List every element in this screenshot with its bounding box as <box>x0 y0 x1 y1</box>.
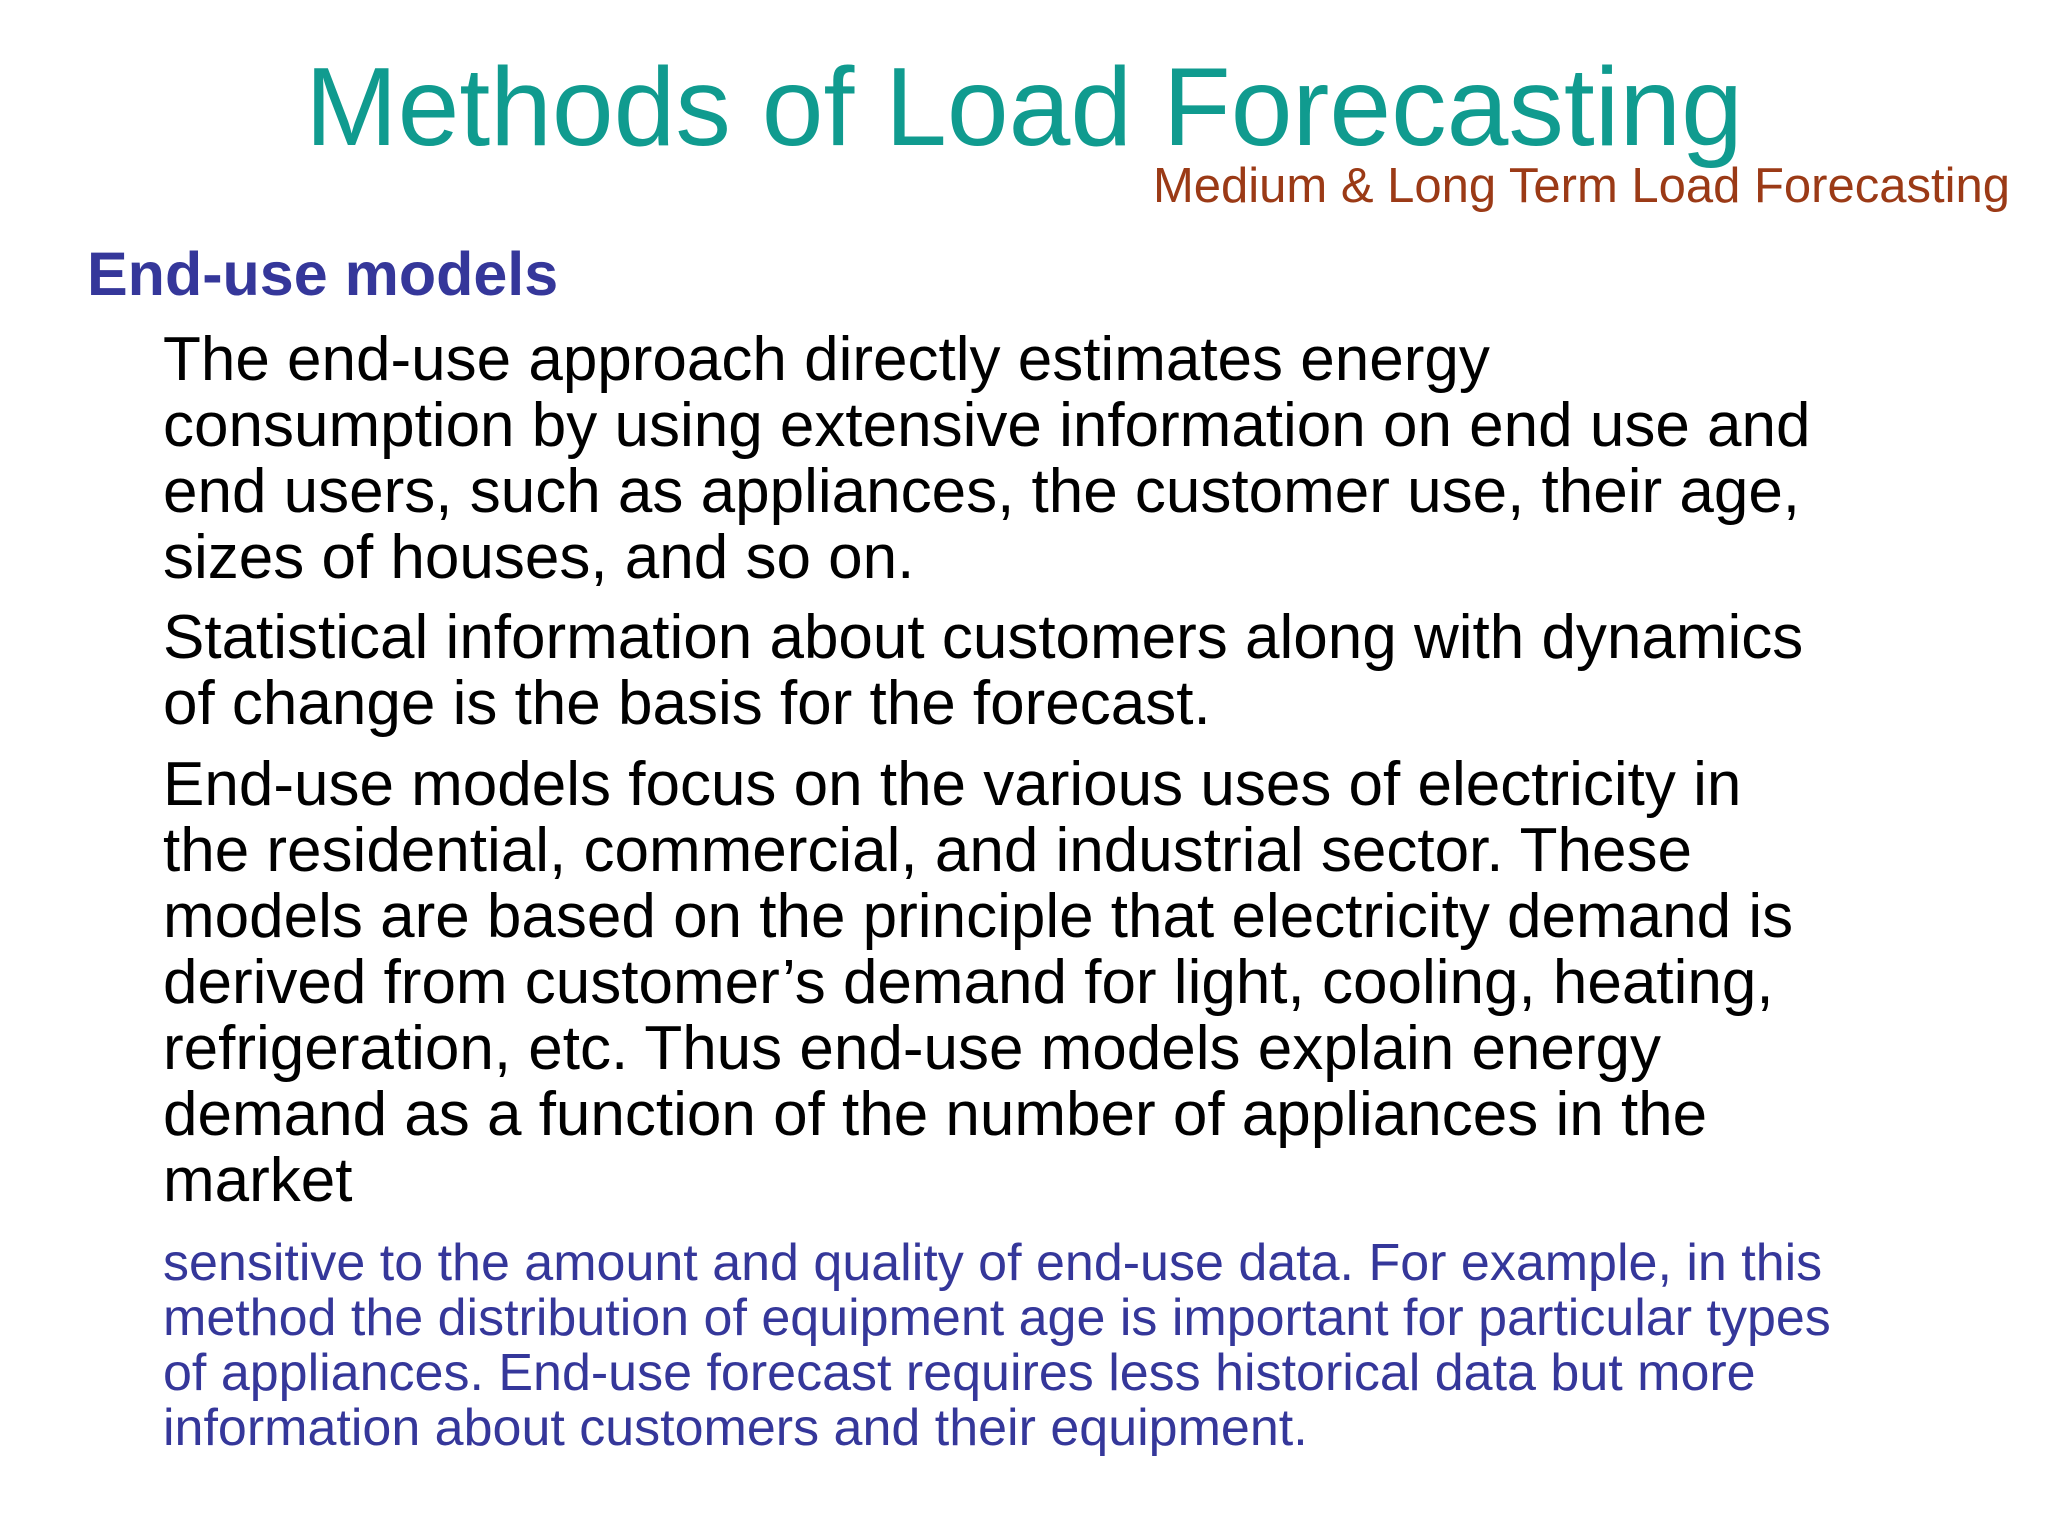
paragraph-end-use-focus <box>163 752 2023 1214</box>
paragraph-line: of change is the basis for the forecast. <box>163 669 1211 738</box>
slide-subtitle: Medium & Long Term Load Forecasting <box>1152 159 2010 213</box>
paragraph-line: market <box>163 1146 353 1215</box>
sensitivity-note <box>163 1236 2023 1456</box>
paragraph-line: consumption by using extensive information on end use and <box>163 391 1811 460</box>
section-heading: End-use models <box>87 240 559 308</box>
note-line: information about customers and their equipment. <box>163 1399 1308 1457</box>
slide-title: Methods of Load Forecasting <box>305 45 1743 169</box>
paragraph-line: models are based on the principle that electricity demand is <box>163 882 1794 951</box>
note-line: sensitive to the amount and quality of end-use data. For example, in this <box>163 1234 1823 1292</box>
paragraph-line: refrigeration, etc. Thus end-use models explain energy <box>163 1014 1662 1083</box>
paragraph-line: Statistical information about customers along with dynamics <box>163 603 1804 672</box>
paragraph-line: the residential, commercial, and industrial sector. These <box>163 816 1692 885</box>
paragraph-line: end users, such as appliances, the customer use, their age, <box>163 457 1801 526</box>
paragraph-line: End-use models focus on the various uses of electricity in <box>163 750 1742 819</box>
note-line: of appliances. End-use forecast requires less historical data but more <box>163 1344 1756 1402</box>
paragraph-line: The end-use approach directly estimates energy <box>163 325 1490 394</box>
paragraph-statistical-information <box>163 605 2023 737</box>
paragraph-end-use-approach <box>163 327 2023 591</box>
paragraph-line: derived from customer’s demand for light, cooling, heating, <box>163 948 1774 1017</box>
paragraph-line: sizes of houses, and so on. <box>163 523 915 592</box>
note-line: method the distribution of equipment age is important for particular types <box>163 1289 1831 1347</box>
paragraph-line: demand as a function of the number of appliances in the <box>163 1080 1708 1149</box>
